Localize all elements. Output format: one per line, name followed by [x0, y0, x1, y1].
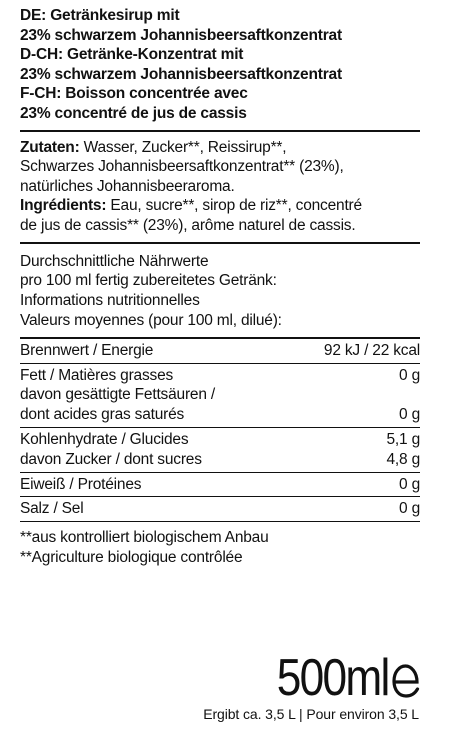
- nutrient-label: Brennwert / Energie: [20, 341, 154, 359]
- ingredients-de-line: [20, 138, 420, 158]
- nutrient-value: 4,8 g: [386, 450, 420, 468]
- table-row: [20, 499, 420, 519]
- footnote: **Agriculture biologique contrôlée: [20, 548, 243, 566]
- product-label: [20, 6, 420, 568]
- nutrition-intro-line: Informations nutritionnelles: [20, 292, 200, 310]
- ingredients-fr-label: Ingrédients:: [20, 197, 107, 215]
- footnote: **aus kontrolliert biologischem Anbau: [20, 529, 269, 547]
- table-row: [20, 385, 420, 405]
- nutrient-label: davon gesättigte Fettsäuren /: [20, 386, 215, 404]
- nutrient-label: Eiweiß / Protéines: [20, 475, 142, 493]
- nutrient-label: Fett / Matières grasses: [20, 366, 174, 384]
- ingredients-de-line: natürliches Johannisbeeraroma.: [20, 177, 235, 195]
- ingredients-de-label: Zutaten:: [20, 138, 80, 156]
- nutrient-value: 92 kJ / 22 kcal: [323, 341, 420, 359]
- nutrient-label: Salz / Sel: [20, 500, 84, 518]
- nutrition-intro-line: Durchschnittliche Nährwerte: [20, 252, 209, 270]
- ingredients-fr-text: Eau, sucre**, sirop de riz**, concentré: [106, 197, 362, 215]
- nutrition-group-fat: [20, 363, 420, 427]
- table-row: [20, 430, 420, 450]
- volume-amount: 500ml: [277, 649, 389, 707]
- nutrient-value: 5,1 g: [386, 430, 420, 448]
- ingredients-fr-line: [20, 196, 420, 216]
- nutrition-intro-line: Valeurs moyennes (pour 100 ml, dilué):: [20, 311, 282, 329]
- nutrition-group-carbs: [20, 427, 420, 472]
- header-line: 23% schwarzem Johannisbeersaftkonzentrat: [20, 65, 342, 83]
- table-row: [20, 366, 420, 386]
- ingredients-fr-line: de jus de cassis** (23%), arôme naturel de cassis.: [20, 216, 356, 234]
- ingredients-block: [20, 132, 420, 242]
- header-line: DE: Getränkesirup mit: [20, 7, 180, 24]
- nutrition-group-protein: [20, 472, 420, 497]
- ingredients-de-text: Wasser, Zucker**, Reissirup**,: [79, 138, 287, 156]
- ingredients-de-line: Schwarzes Johannisbeersaftkonzentrat** (23%),: [20, 158, 344, 176]
- header-line: F-CH: Boisson concentrée avec: [20, 85, 248, 103]
- table-row: [20, 341, 420, 361]
- header-line: D-CH: Getränke-Konzentrat mit: [20, 46, 244, 64]
- product-header: [20, 6, 420, 124]
- yield-text: Ergibt ca. 3,5 L | Pour environ 3,5 L: [203, 706, 419, 722]
- nutrient-value: 0 g: [399, 475, 420, 493]
- nutrient-label: Kohlenhydrate / Glucides: [20, 430, 189, 448]
- nutrient-value: 0 g: [399, 366, 420, 384]
- table-row: [20, 475, 420, 495]
- footnotes: [20, 522, 420, 568]
- nutrient-label: dont acides gras saturés: [20, 406, 185, 424]
- header-line: 23% schwarzem Johannisbeersaftkonzentrat: [20, 26, 342, 44]
- nutrient-label: davon Zucker / dont sucres: [20, 450, 202, 468]
- volume-marking: [257, 649, 421, 707]
- nutrition-table: [20, 337, 420, 522]
- header-line: 23% concentré de jus de cassis: [20, 104, 247, 122]
- estimated-sign-icon: [391, 660, 421, 700]
- table-row: [20, 405, 420, 425]
- nutrition-intro: [20, 244, 420, 331]
- nutrition-group-energy: [20, 337, 420, 363]
- nutrient-value: 0 g: [399, 500, 420, 518]
- nutrition-group-salt: [20, 496, 420, 522]
- table-row: [20, 450, 420, 470]
- nutrition-intro-line: pro 100 ml fertig zubereitetes Getränk:: [20, 272, 277, 290]
- nutrient-value: 0 g: [399, 406, 420, 424]
